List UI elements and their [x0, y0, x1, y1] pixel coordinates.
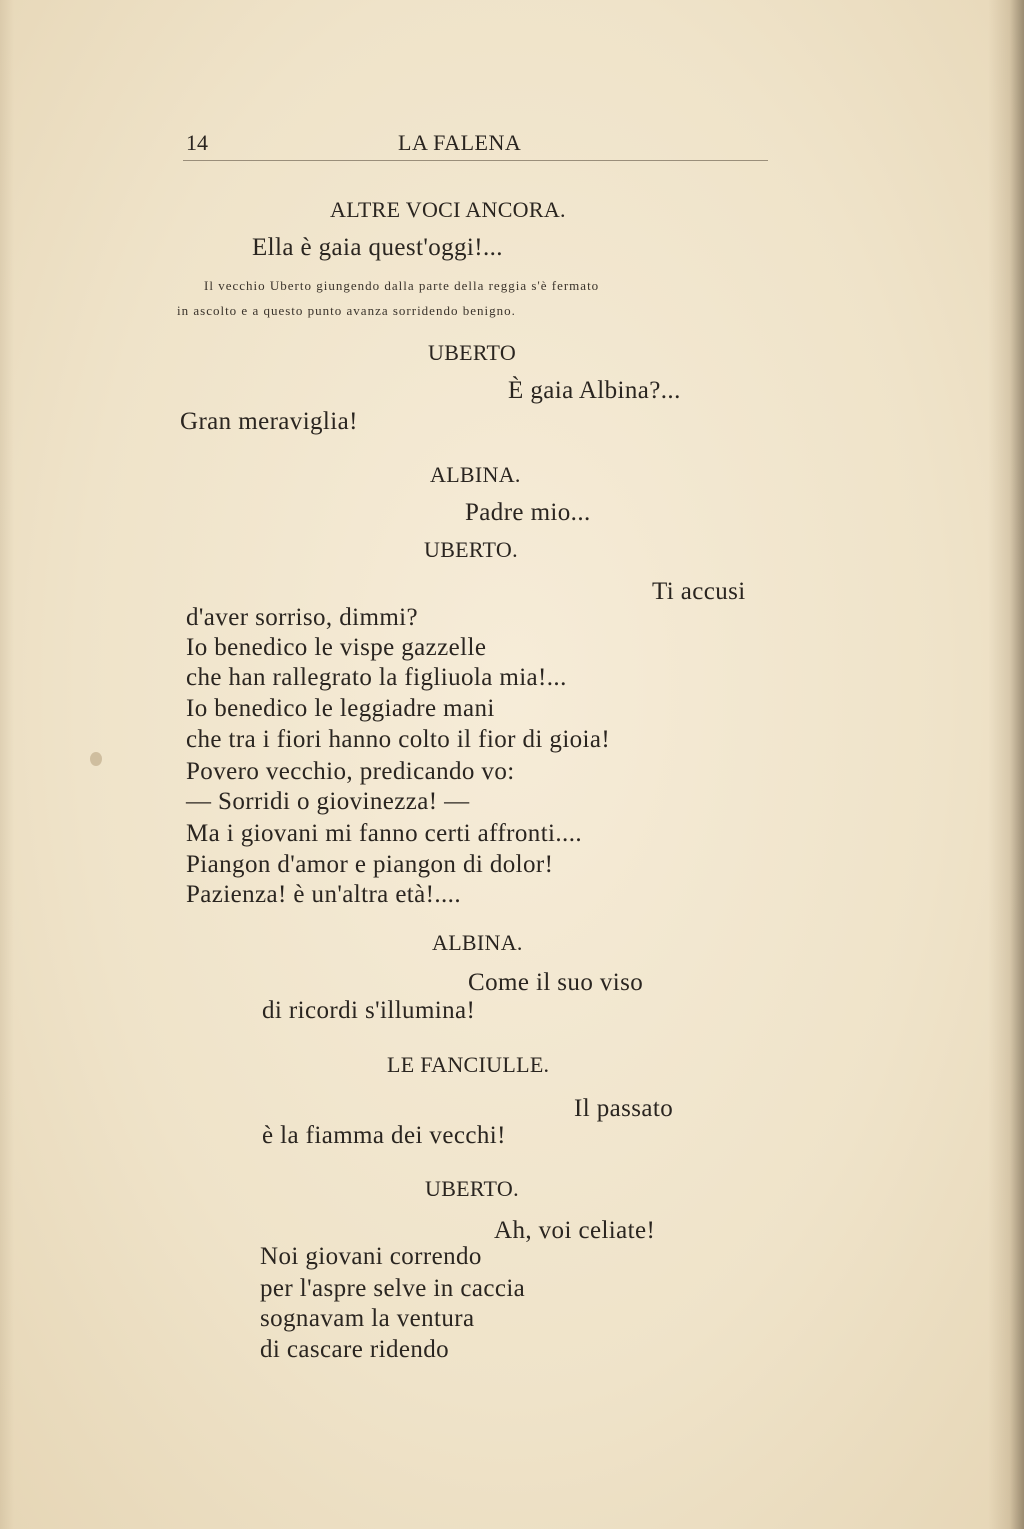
verse-ella-gaia: Ella è gaia quest'oggi!...	[252, 234, 503, 261]
paper-stain	[90, 752, 102, 766]
verse-line: Noi giovani correndo	[260, 1243, 482, 1270]
speaker-uberto-2: UBERTO.	[424, 537, 518, 562]
speaker-uberto-3: UBERTO.	[425, 1176, 519, 1201]
verse-line: sognavam la ventura	[260, 1305, 475, 1332]
verse-line: Io benedico le leggiadre mani	[186, 695, 495, 722]
verse-line: di cascare ridendo	[260, 1336, 450, 1363]
verse-come-il-suo-viso: Come il suo viso	[468, 969, 644, 996]
speaker-albina-2: ALBINA.	[432, 930, 523, 955]
verse-e-gaia-albina: È gaia Albina?...	[508, 377, 681, 404]
page-right-edge-shadow	[988, 0, 1024, 1529]
speaker-uberto-1: UBERTO	[428, 340, 517, 365]
stage-direction-line-1: Il vecchio Uberto giungendo dalla parte della reggia s'è fermato	[204, 278, 600, 293]
speaker-albina-1: ALBINA.	[430, 462, 521, 487]
verse-line: Piangon d'amor e piangon di dolor!	[186, 851, 554, 878]
verse-line: Pazienza! è un'altra età!....	[186, 881, 461, 908]
running-title: LA FALENA	[398, 130, 522, 155]
verse-line: Ma i giovani mi fanno certi affronti....	[186, 820, 582, 847]
stage-direction-line-2: in ascolto e a questo punto avanza sorridendo benigno.	[177, 303, 516, 318]
verse-gran-meraviglia: Gran meraviglia!	[180, 408, 358, 435]
verse-line: per l'aspre selve in caccia	[260, 1275, 526, 1302]
verse-line: Io benedico le vispe gazzelle	[186, 634, 487, 661]
verse-line: Povero vecchio, predicando vo:	[186, 758, 515, 785]
header-rule	[183, 160, 768, 161]
verse-il-passato: Il passato	[574, 1095, 674, 1122]
verse-ah-voi-celiate: Ah, voi celiate!	[494, 1217, 656, 1244]
verse-di-ricordi: di ricordi s'illumina!	[262, 997, 476, 1024]
verse-line: che tra i fiori hanno colto il fior di gioia!	[186, 726, 611, 753]
speaker-le-fanciulle: LE FANCIULLE.	[387, 1052, 550, 1077]
page-left-edge-shadow	[0, 0, 14, 1529]
verse-line: — Sorridi o giovinezza! —	[186, 788, 470, 815]
verse-ti-accusi: Ti accusi	[652, 578, 746, 605]
speaker-altre-voci: ALTRE VOCI ANCORA.	[330, 197, 566, 222]
page-number: 14	[186, 130, 208, 155]
verse-line: d'aver sorriso, dimmi?	[186, 604, 419, 631]
verse-padre-mio: Padre mio...	[465, 499, 591, 526]
verse-fiamma-vecchi: è la fiamma dei vecchi!	[262, 1122, 506, 1149]
verse-line: che han rallegrato la figliuola mia!...	[186, 664, 567, 691]
